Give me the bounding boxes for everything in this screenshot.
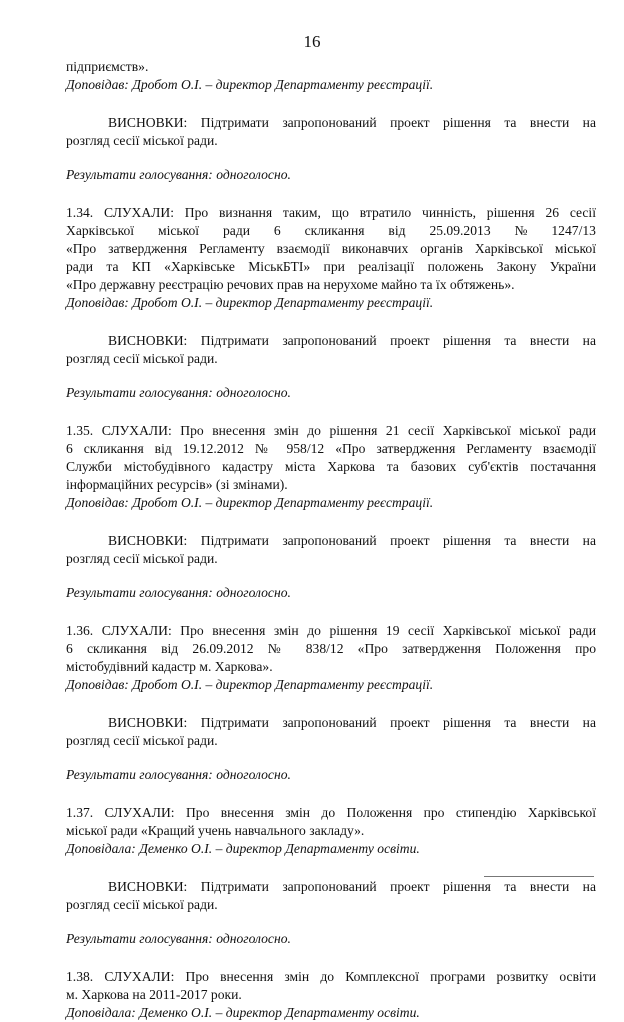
item-heading: 1.38. СЛУХАЛИ: Про внесення змін до Комплексної програми розвитку освіти — [66, 969, 596, 984]
item-text: 6 скликання від 26.09.2012 № 838/12 «Про затвердження Положення про — [66, 641, 596, 656]
item-text: ради та КП «Харківське МіськБТІ» при реалізації положень Закону України — [66, 259, 596, 274]
speaker-line: Доповідав: Дробот О.І. – директор Департаменту реєстрації. — [66, 677, 434, 692]
speaker-line: Доповідав: Дробот О.І. – директор Департаменту реєстрації. — [66, 77, 434, 92]
speaker-line: Доповідала: Деменко О.І. – директор Департаменту освіти. — [66, 841, 420, 856]
item-text: міської ради «Кращий учень навчального закладу». — [66, 823, 365, 838]
item-text: Служби містобудівного кадастру міста Харкова та базових суб'єктів постачання — [66, 459, 596, 474]
word: 1247/13 — [551, 223, 596, 238]
agenda-item-1-34 — [66, 204, 596, 402]
vote-result: Результати голосування: одноголосно. — [66, 385, 291, 400]
item-heading: 1.36. СЛУХАЛИ: Про внесення змін до рішення 19 сесії Харківської міської ради — [66, 623, 596, 638]
word: скликання — [304, 223, 365, 238]
word: міської — [157, 223, 200, 238]
word: від — [388, 223, 406, 238]
page-number: 16 — [303, 32, 321, 51]
agenda-item-1-36 — [66, 622, 596, 784]
speaker-line: Доповідав: Дробот О.І. – директор Департаменту реєстрації. — [66, 495, 434, 510]
item-heading: 1.37. СЛУХАЛИ: Про внесення змін до Положення про стипендію Харківської — [66, 805, 596, 820]
word: 25.09.2013 — [429, 223, 491, 238]
word: 6 — [273, 223, 281, 238]
item-text: 6 скликання від 19.12.2012 № 958/12 «Про затвердження Регламенту взаємодії — [66, 441, 596, 456]
footer-rule — [484, 876, 594, 877]
agenda-item-1-35 — [66, 422, 596, 602]
item-text: містобудівний кадастр м. Харкова». — [66, 659, 273, 674]
previous-item-tail — [66, 58, 596, 184]
vote-result: Результати голосування: одноголосно. — [66, 767, 291, 782]
item-text: «Про державну реєстрацію речових прав на нерухоме майно та їх обтяжень». — [66, 277, 515, 292]
speaker-line: Доповідала: Деменко О.І. – директор Департаменту освіти. — [66, 1005, 420, 1020]
conclusion-line: ВИСНОВКИ: Підтримати запропонований проект рішення та внести на — [108, 333, 596, 348]
word: Харківської — [66, 223, 135, 238]
item-text: інформаційних ресурсів» (зі змінами). — [66, 477, 288, 492]
page-content — [66, 58, 596, 1022]
item-text: м. Харкова на 2011-2017 роки. — [66, 987, 242, 1002]
vote-result: Результати голосування: одноголосно. — [66, 167, 291, 182]
vote-result: Результати голосування: одноголосно. — [66, 931, 291, 946]
conclusion-line-cont: розгляд сесії міської ради. — [66, 897, 218, 912]
conclusion-line-cont: розгляд сесії міської ради. — [66, 133, 218, 148]
item-heading: 1.34. СЛУХАЛИ: Про визнання таким, що втратило чинність, рішення 26 сесії — [66, 205, 596, 220]
conclusion-line-cont: розгляд сесії міської ради. — [66, 551, 218, 566]
word: № — [514, 223, 528, 238]
word: ради — [222, 223, 251, 238]
continuation-text: підприємств». — [66, 59, 149, 74]
conclusion-line: ВИСНОВКИ: Підтримати запропонований проект рішення та внести на — [108, 715, 596, 730]
speaker-line: Доповідав: Дробот О.І. – директор Департаменту реєстрації. — [66, 295, 434, 310]
conclusion-line-cont: розгляд сесії міської ради. — [66, 351, 218, 366]
conclusion-line: ВИСНОВКИ: Підтримати запропонований проект рішення та внести на — [108, 879, 596, 894]
conclusion-line-cont: розгляд сесії міської ради. — [66, 733, 218, 748]
vote-result: Результати голосування: одноголосно. — [66, 585, 291, 600]
agenda-item-1-38 — [66, 968, 596, 1022]
conclusion-line: ВИСНОВКИ: Підтримати запропонований проект рішення та внести на — [108, 115, 596, 130]
item-text-justified-line — [66, 222, 596, 240]
item-text: «Про затвердження Регламенту взаємодії виконавчих органів Харківської міської — [66, 241, 596, 256]
conclusion-line: ВИСНОВКИ: Підтримати запропонований проект рішення та внести на — [108, 533, 596, 548]
item-heading: 1.35. СЛУХАЛИ: Про внесення змін до рішення 21 сесії Харківської міської ради — [66, 423, 596, 438]
